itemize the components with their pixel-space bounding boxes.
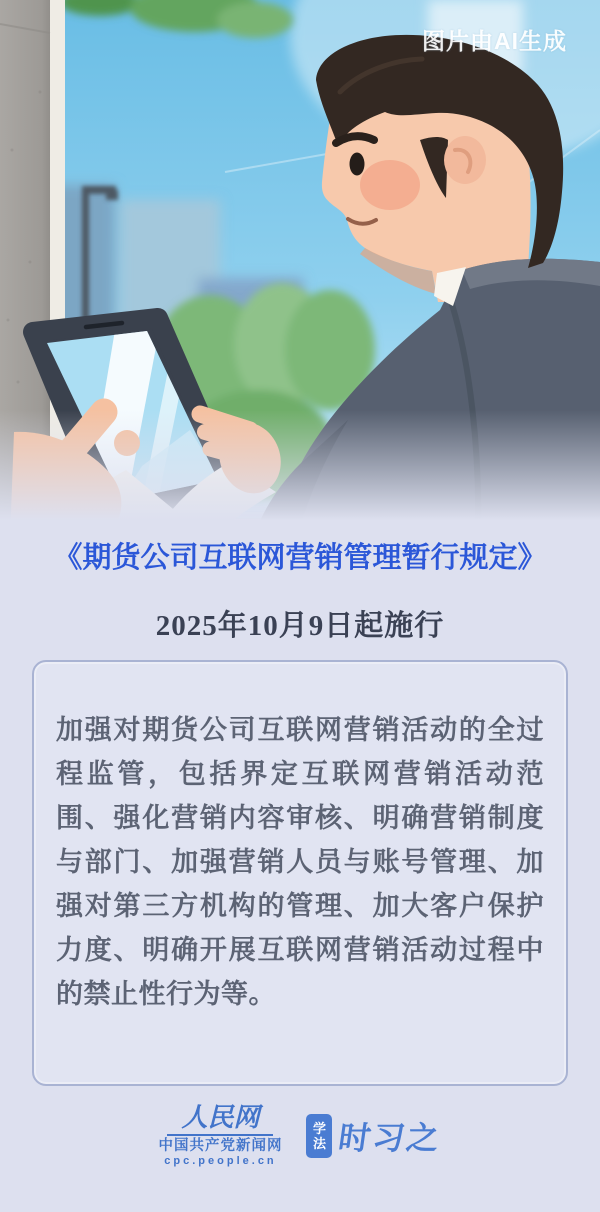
shixizhi-brand: 时习之	[336, 1120, 444, 1156]
people-net-wordmark: 人民网	[167, 1105, 273, 1136]
hero-illustration	[0, 0, 600, 540]
cheek-blush	[360, 160, 420, 210]
hero-fade	[0, 410, 600, 540]
people-net-subtitle: 中国共产党新闻网	[158, 1138, 283, 1155]
people-daily-logo	[158, 1105, 282, 1167]
xuefa-badge	[306, 1114, 332, 1158]
ear	[444, 136, 486, 184]
summary-text: 加强对期货公司互联网营销活动的全过程监管，包括界定互联网营销活动范围、强化营销内容审核、明确营销制度与部门、加强营销人员与账号管理、加强对第三方机构的管理、加大客户保护力度、明确开展互联网营销活动过程中的禁止性行为等。	[56, 715, 544, 1009]
footer	[0, 1100, 600, 1172]
eye	[350, 153, 365, 176]
summary-card	[32, 660, 568, 1086]
effective-date: 2025年10月9日起施行	[155, 610, 445, 642]
xuefa-badge-bottom: 法	[312, 1136, 326, 1151]
ai-generated-label: 图片由AI生成	[422, 28, 567, 54]
regulation-title: 《期货公司互联网营销管理暂行规定》	[53, 542, 547, 574]
hero-illustration-svg	[0, 0, 600, 540]
people-net-domain: cpc.people.cn	[164, 1154, 277, 1167]
xuefa-shixizhi-logo	[306, 1113, 444, 1159]
xuefa-badge-top: 学	[312, 1121, 326, 1136]
